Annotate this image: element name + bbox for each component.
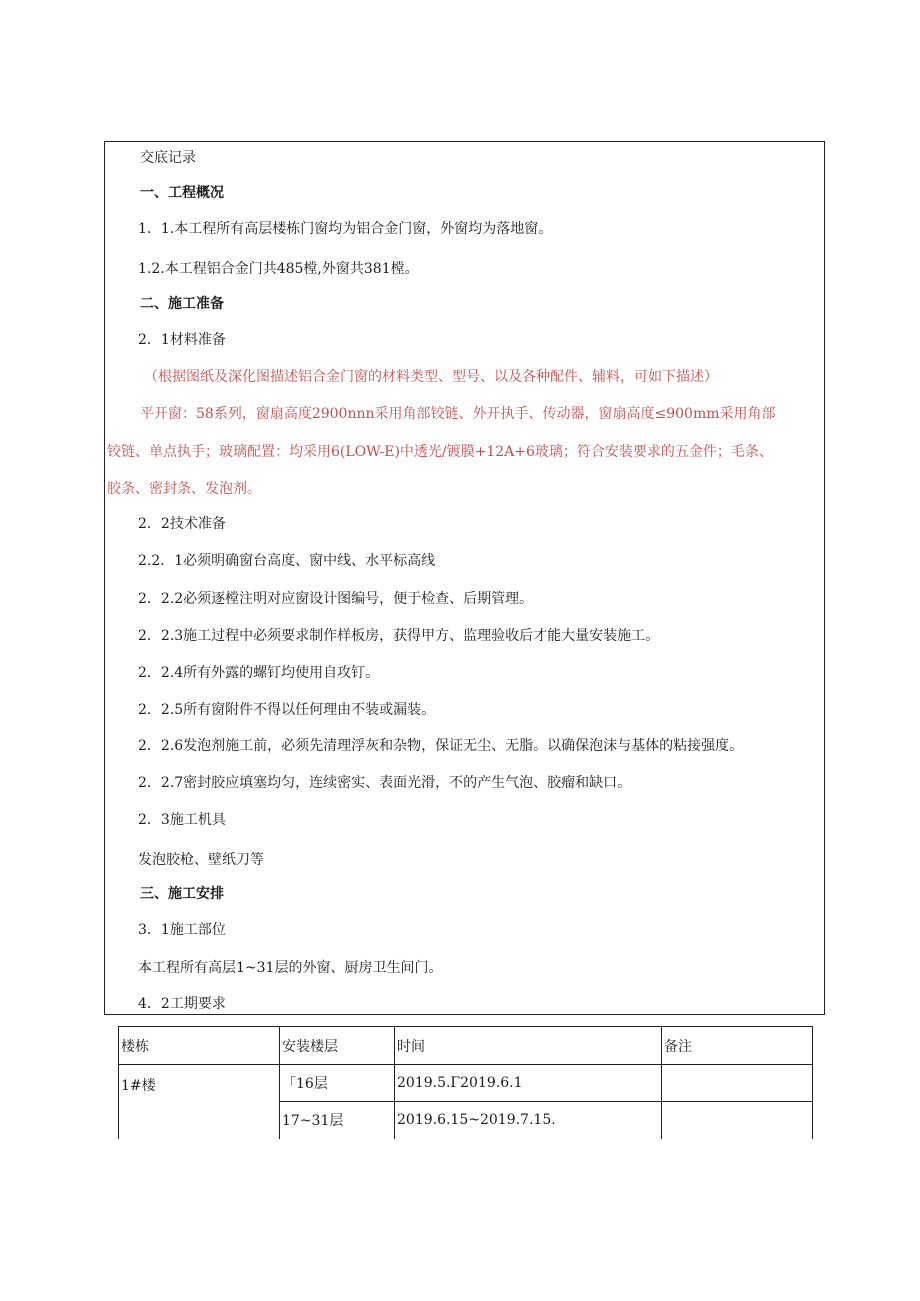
floors-cell: 17~31层 [280, 1102, 395, 1139]
tech-item-4: 2．2.4所有外露的螺钉均使用自攻钉。 [138, 665, 380, 681]
section-3-heading: 三、施工安排 [140, 886, 224, 902]
materials-line-2: 铰链、单点执手；玻璃配置：均采用6(LOW-E)中透光/镀膜+12A+6玻璃；符合安装要求的五金件；毛条、 [107, 444, 773, 460]
note-cell [662, 1065, 813, 1102]
section-1-heading: 一、工程概况 [140, 185, 224, 201]
tools-text: 发泡胶枪、壁纸刀等 [138, 852, 264, 868]
header-building: 楼栋 [119, 1027, 280, 1065]
materials-note: （根据图纸及深化图描述铝合金门窗的材料类型、型号、以及各种配件、辅料，可如下描述） [144, 369, 718, 385]
record-title: 交底记录 [140, 150, 196, 166]
tech-item-7: 2．2.7密封胶应填塞均匀，连续密实、表面光滑，不的产生气泡、胶瘤和缺口。 [138, 775, 632, 791]
section-2-heading: 二、施工准备 [140, 296, 224, 312]
tech-item-5: 2．2.5所有窗附件不得以任何理由不装或漏装。 [138, 702, 436, 718]
section-3-1-title: 3．1施工部位 [138, 922, 226, 938]
location-text: 本工程所有高层1~31层的外窗、厨房卫生间门。 [138, 960, 443, 976]
section-2-3-title: 2．3施工机具 [138, 812, 226, 828]
time-cell: 2019.6.15~2019.7.15. [395, 1102, 662, 1139]
schedule-table [118, 1026, 813, 1139]
section-4-2-title: 4．2工期要求 [138, 996, 226, 1012]
header-floors: 安装楼层 [280, 1027, 395, 1065]
table-row [119, 1065, 813, 1102]
materials-line-3: 胶条、密封条、发泡剂。 [107, 481, 261, 497]
section-2-2-title: 2．2技术准备 [138, 516, 226, 532]
note-cell [662, 1102, 813, 1139]
section-1-item-1: 1．1.本工程所有高层楼栋门窗均为铝合金门窗，外窗均为落地窗。 [138, 221, 553, 237]
header-note: 备注 [662, 1027, 813, 1065]
tech-item-3: 2．2.3施工过程中必须要求制作样板房，获得甲方、监理验收后才能大量安装施工。 [138, 628, 660, 644]
building-cell: 1#楼 [119, 1065, 280, 1139]
time-cell: 2019.5.Γ2019.6.1 [395, 1065, 662, 1102]
table-header-row [119, 1027, 813, 1065]
section-1-item-2: 1.2.本工程铝合金门共485樘,外窗共381樘。 [138, 261, 419, 277]
floors-cell: 「16层 [280, 1065, 395, 1102]
tech-item-2: 2．2.2必须逐樘注明对应窗设计图编号，便于检查、后期管理。 [138, 591, 534, 607]
tech-item-1: 2.2．1必须明确窗台高度、窗中线、水平标高线 [138, 553, 436, 569]
header-time: 时间 [395, 1027, 662, 1065]
materials-line-1: 平开窗：58系列，窗扇高度2900nnn采用角部铰链、外开执手、传动器，窗扇高度≤900mm采用角部 [140, 406, 776, 422]
section-2-1-title: 2．1材料准备 [138, 332, 226, 348]
tech-item-6: 2．2.6发泡剂施工前，必须先清理浮灰和杂物，保证无尘、无脂。以确保泡沫与基体的粘接强度。 [138, 738, 744, 754]
